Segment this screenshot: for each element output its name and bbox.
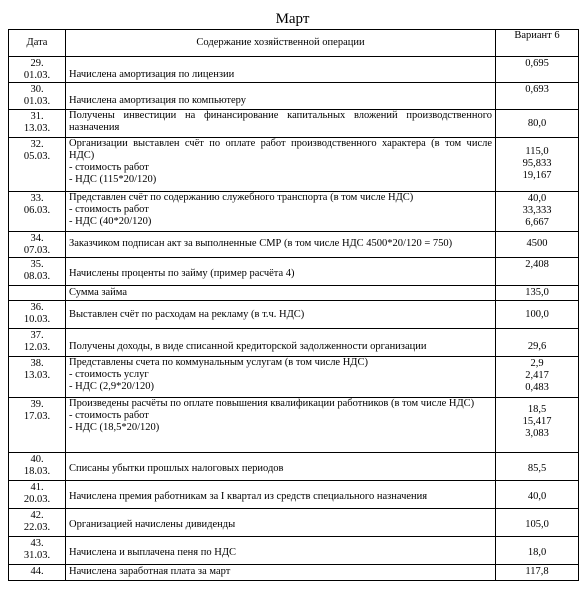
row-date: [9, 509, 66, 537]
row-date: [9, 57, 66, 83]
row-operation-text: - стоимость услуг: [69, 369, 149, 380]
row-value: [496, 453, 579, 481]
row-operation-text: Списаны убытки прошлых налоговых периодов: [69, 463, 284, 474]
row-value-line: 100,0: [525, 309, 549, 320]
row-date-line: 43.: [30, 538, 44, 549]
table-row: [9, 509, 579, 537]
row-date-line: 17.03.: [23, 411, 51, 422]
row-value: [496, 301, 579, 329]
row-value-line: 4500: [526, 238, 548, 249]
row-value-line: 18,5: [527, 404, 547, 415]
row-operation: [66, 301, 496, 329]
row-date-line: 31.: [30, 111, 44, 122]
row-operation-text: Выставлен счёт по расходам на рекламу (в т.ч. НДС): [69, 309, 305, 320]
row-value-line: 135,0: [525, 287, 549, 298]
row-value-line: 2,408: [525, 259, 549, 270]
header-date: Дата: [9, 30, 66, 57]
row-date-line: 22.03.: [23, 522, 51, 533]
row-value-line: 85,5: [527, 463, 547, 474]
row-date-line: 20.03.: [23, 494, 51, 505]
table-body: [9, 57, 579, 581]
row-value-line: 6,667: [525, 217, 549, 228]
row-date-line: 12.03.: [23, 342, 51, 353]
row-date-line: 31.03.: [23, 550, 51, 561]
row-date-line: 44.: [30, 566, 44, 577]
row-operation-text: Начислены проценты по займу (пример расчёта 4): [69, 268, 295, 279]
row-date-line: 06.03.: [23, 205, 51, 216]
row-value-line: 2,417: [525, 370, 549, 381]
row-operation-text: Начислена заработная плата за март: [69, 566, 231, 577]
table-row: [9, 110, 579, 138]
row-date: [9, 138, 66, 192]
row-date-line: 33.: [30, 193, 44, 204]
row-value-line: 15,417: [522, 416, 552, 427]
row-operation-text: Сумма займа: [69, 287, 128, 298]
row-date-line: 18.03.: [23, 466, 51, 477]
table-row: [9, 286, 579, 301]
row-operation: [66, 258, 496, 286]
row-operation: [66, 565, 496, 581]
row-operation: [66, 286, 496, 301]
row-date: [9, 232, 66, 258]
row-value: [496, 232, 579, 258]
row-date-line: 40.: [30, 454, 44, 465]
row-operation-text: Получены инвестиции на финансирование капитальных вложений производственного назначения: [69, 110, 492, 133]
row-date: [9, 453, 66, 481]
row-date-line: 34.: [30, 233, 44, 244]
row-value-line: 3,083: [525, 428, 549, 439]
row-operation: [66, 192, 496, 232]
row-operation: [66, 57, 496, 83]
row-date-line: 08.03.: [23, 271, 51, 282]
row-value-line: 29,6: [527, 341, 547, 352]
row-date-line: 32.: [30, 139, 44, 150]
row-date-line: 13.03.: [23, 370, 51, 381]
row-date: [9, 192, 66, 232]
row-operation: [66, 537, 496, 565]
table-row: [9, 138, 579, 192]
row-value: [496, 138, 579, 192]
row-value: [496, 565, 579, 581]
row-date: [9, 329, 66, 357]
row-value: [496, 329, 579, 357]
table-row: [9, 565, 579, 581]
row-date-line: 30.: [30, 84, 44, 95]
row-date-line: 37.: [30, 330, 44, 341]
row-operation-text: - стоимость работ: [69, 410, 149, 421]
row-value-line: 115,0: [525, 146, 549, 157]
table-row: [9, 232, 579, 258]
row-date-line: 10.03.: [23, 314, 51, 325]
row-value-line: 2,9: [530, 358, 544, 369]
row-value-line: 0,695: [525, 58, 549, 69]
header-operation: Содержание хозяйственной операции: [66, 30, 496, 57]
row-value: [496, 481, 579, 509]
table-row: [9, 329, 579, 357]
row-value: [496, 57, 579, 83]
row-value-line: 80,0: [527, 118, 547, 129]
row-date-line: 01.03.: [23, 96, 51, 107]
row-date-line: 35.: [30, 259, 44, 270]
row-operation: [66, 453, 496, 481]
page-title: Март: [275, 11, 310, 27]
row-date: [9, 481, 66, 509]
row-value: [496, 110, 579, 138]
row-operation-text: Заказчиком подписан акт за выполненные СМР (в том числе НДС 4500*20/120 = 750): [69, 238, 453, 249]
row-operation-text: Организации выставлен счёт по оплате работ производственного характера (в том числе НДС): [69, 138, 492, 161]
row-date-line: 29.: [30, 58, 44, 69]
table-header-row: [9, 30, 579, 57]
row-operation-text: Организацией начислены дивиденды: [69, 519, 236, 530]
row-operation: [66, 110, 496, 138]
row-date-line: 42.: [30, 510, 44, 521]
table-row: [9, 258, 579, 286]
row-value: [496, 509, 579, 537]
row-date-line: 13.03.: [23, 123, 51, 134]
row-operation-text: - стоимость работ: [69, 162, 149, 173]
row-date: [9, 301, 66, 329]
row-value-line: 40,0: [527, 193, 547, 204]
row-operation-text: - НДС (2,9*20/120): [69, 381, 155, 392]
row-operation-text: - НДС (40*20/120): [69, 216, 152, 227]
row-date: [9, 110, 66, 138]
row-operation-text: - НДС (115*20/120): [69, 174, 157, 185]
row-value-line: 0,483: [525, 382, 549, 393]
row-value-line: 117,8: [525, 566, 549, 577]
row-date: [9, 357, 66, 398]
row-value-line: 40,0: [527, 491, 547, 502]
row-value-line: 19,167: [522, 170, 552, 181]
row-operation-text: - стоимость работ: [69, 204, 149, 215]
row-operation-text: Получены доходы, в виде списанной кредиторской задолженности организации: [69, 341, 427, 352]
row-value-line: 18,0: [527, 547, 547, 558]
operations-table: [8, 29, 579, 581]
table-row: [9, 481, 579, 509]
row-operation: [66, 83, 496, 110]
table-row: [9, 83, 579, 110]
table-row: [9, 398, 579, 453]
row-operation-text: Начислена и выплачена пеня по НДС: [69, 547, 236, 558]
table-row: [9, 57, 579, 83]
table-row: [9, 453, 579, 481]
row-date-line: 05.03.: [23, 151, 51, 162]
row-date: [9, 398, 66, 453]
row-date: [9, 258, 66, 286]
table-row: [9, 192, 579, 232]
row-value-line: 95,833: [522, 158, 552, 169]
row-operation-text: - НДС (18,5*20/120): [69, 422, 160, 433]
row-value: [496, 192, 579, 232]
row-operation: [66, 138, 496, 192]
row-value: [496, 258, 579, 286]
row-value: [496, 286, 579, 301]
table-row: [9, 301, 579, 329]
row-value-line: 33,333: [522, 205, 552, 216]
row-value-line: 105,0: [525, 519, 549, 530]
row-date-line: 07.03.: [23, 245, 51, 256]
header-variant: Вариант 6: [496, 30, 579, 57]
row-date: [9, 537, 66, 565]
row-operation-text: Представлены счета по коммунальным услугам (в том числе НДС): [69, 357, 368, 368]
row-operation-text: Начислена амортизация по лицензии: [69, 69, 235, 80]
row-value: [496, 357, 579, 398]
row-operation: [66, 329, 496, 357]
row-date-line: 36.: [30, 302, 44, 313]
row-operation-text: Произведены расчёты по оплате повышения квалификации работников (в том числе НДС): [69, 398, 475, 409]
row-operation-text: Начислена премия работникам за I квартал из средств специального назначения: [69, 491, 428, 502]
row-date-line: 38.: [30, 358, 44, 369]
table-row: [9, 537, 579, 565]
row-date: [9, 286, 66, 301]
row-value: [496, 83, 579, 110]
row-date-line: 41.: [30, 482, 44, 493]
row-operation-text: Начислена амортизация по компьютеру: [69, 95, 247, 106]
row-operation: [66, 481, 496, 509]
row-operation: [66, 509, 496, 537]
row-value: [496, 537, 579, 565]
row-operation-text: Представлен счёт по содержанию служебного транспорта (в том числе НДС): [69, 192, 414, 203]
row-date-line: 01.03.: [23, 70, 51, 81]
row-operation: [66, 232, 496, 258]
table-row: [9, 357, 579, 398]
row-date-line: 39.: [30, 399, 44, 410]
row-date: [9, 83, 66, 110]
row-operation: [66, 398, 496, 453]
row-value-line: 0,693: [525, 84, 549, 95]
row-operation: [66, 357, 496, 398]
row-date: [9, 565, 66, 581]
row-value: [496, 398, 579, 453]
